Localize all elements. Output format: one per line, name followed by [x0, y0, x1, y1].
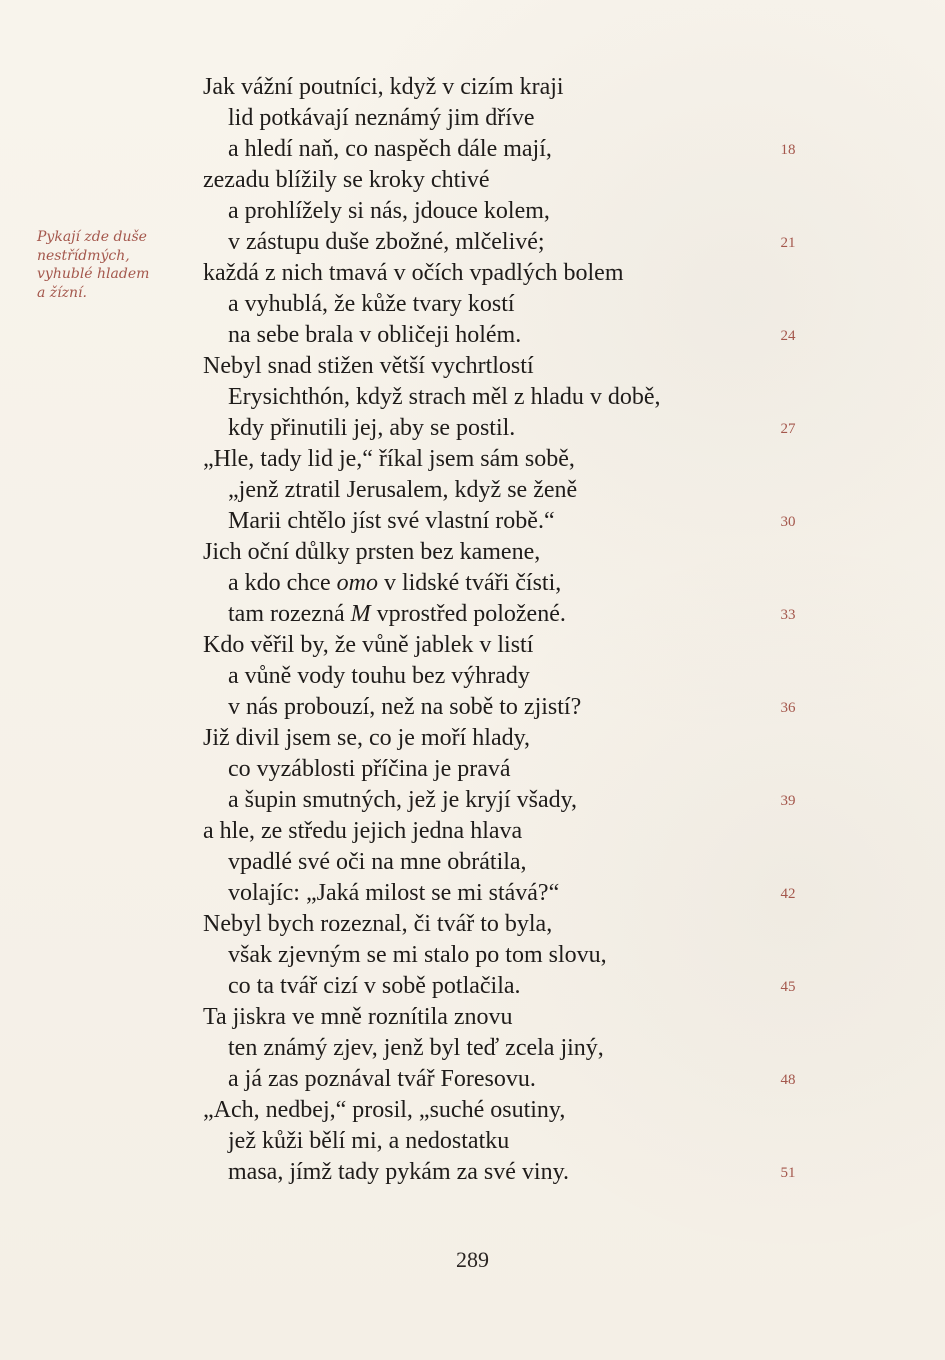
poem-line-text	[228, 413, 515, 444]
page-number: 289	[456, 1247, 489, 1272]
poem-line-part: a prohlížely si nás, jdouce kolem,	[228, 198, 550, 224]
poem-line-text	[228, 754, 511, 785]
poem-line-5	[0, 196, 945, 227]
poem-line-part: v zástupu duše zbožné, mlčelivé;	[228, 229, 545, 255]
poem-line-text	[228, 134, 552, 165]
poem-line-4	[0, 165, 945, 196]
poem-line-text	[228, 196, 550, 227]
poem-line-part: kdy přinutili jej, aby se postil.	[228, 415, 516, 441]
line-number: 21	[780, 235, 796, 251]
poem-line-part: na sebe brala v obličeji holém.	[228, 322, 522, 348]
poem-line-text	[203, 723, 530, 754]
poem-line-part: a hledí naň, co naspěch dále mají,	[228, 136, 552, 162]
poem-line-20	[0, 661, 945, 692]
poem-line-part: a šupin smutných, jež je kryjí všady,	[228, 787, 578, 813]
poem-line-text	[228, 1064, 536, 1095]
poem-line-text	[228, 599, 566, 630]
poem-line-text	[228, 382, 661, 413]
poem-line-14	[0, 475, 945, 506]
poem-line-13	[0, 444, 945, 475]
poem-line-part: ten známý zjev, jenž byl teď zcela jiný,	[228, 1035, 604, 1061]
poem-line-text	[203, 165, 490, 196]
poem-line-29	[0, 940, 945, 971]
poem-line-text	[203, 72, 564, 103]
poem-line-part: lid potkávají neznámý jim dříve	[228, 105, 535, 131]
poem-line-part: co ta tvář cizí v sobě potlačila.	[228, 973, 521, 999]
poem-line-15	[0, 506, 945, 537]
poem-line-part: co vyzáblosti příčina je pravá	[228, 756, 511, 782]
poem-line-text	[228, 785, 577, 816]
line-number: 39	[780, 793, 796, 809]
poem-line-text	[203, 909, 552, 940]
poem-line-18	[0, 599, 945, 630]
poem-line-part: však zjevným se mi stalo po tom slovu,	[228, 942, 607, 968]
poem-line-part: zezadu blížily se kroky chtivé	[203, 167, 490, 193]
poem-line-part: „jenž ztratil Jerusalem, když se ženě	[228, 477, 578, 503]
line-number: 51	[780, 1165, 796, 1181]
poem-line-text	[228, 1126, 509, 1157]
poem-line-part: Erysichthón, když strach měl z hladu v době,	[228, 384, 661, 410]
poem-line-text	[228, 1157, 569, 1188]
poem-line-text	[203, 816, 522, 847]
line-number: 42	[780, 886, 796, 902]
poem-line-19	[0, 630, 945, 661]
poem-line-part: a vyhublá, že kůže tvary kostí	[228, 291, 515, 317]
poem-line-text	[228, 289, 515, 320]
poem-line-text	[228, 1033, 604, 1064]
poem-line-12	[0, 413, 945, 444]
poem-line-part: každá z nich tmavá v očích vpadlých bolem	[203, 260, 624, 286]
poem-line-32	[0, 1033, 945, 1064]
poem-line-21	[0, 692, 945, 723]
poem-line-part: Ta jiskra ve mně roznítila znovu	[203, 1004, 513, 1030]
poem-line-text	[203, 258, 624, 289]
poem-line-23	[0, 754, 945, 785]
margin-note-line-2: nestřídmých,	[37, 247, 130, 264]
poem-line-8	[0, 289, 945, 320]
poem-line-part: jež kůži bělí mi, a nedostatku	[228, 1128, 510, 1154]
poem-line-part: „Hle, tady lid je,“ říkal jsem sám sobě,	[203, 446, 575, 472]
poem-line-text	[203, 1002, 513, 1033]
poem-line-1	[0, 72, 945, 103]
poem-line-34	[0, 1095, 945, 1126]
poem-line-text	[203, 1095, 565, 1126]
poem-line-part: volajíc: „Jaká milost se mi stává?“	[228, 880, 560, 906]
poem-line-16	[0, 537, 945, 568]
poem-line-part: Marii chtělo jíst své vlastní robě.“	[228, 508, 555, 534]
poem-line-part: Již divil jsem se, co je moří hlady,	[203, 725, 531, 751]
poem-line-text	[228, 103, 535, 134]
poem-line-17	[0, 568, 945, 599]
poem-line-italic-part: omo	[336, 570, 378, 596]
poem-line-7	[0, 258, 945, 289]
line-number: 24	[780, 328, 796, 344]
poem-line-part: Nebyl snad stižen větší vychrtlostí	[203, 353, 534, 379]
poem-line-part: „Ach, nedbej,“ prosil, „suché osutiny,	[203, 1097, 566, 1123]
line-number: 33	[780, 607, 796, 623]
poem-line-36	[0, 1157, 945, 1188]
poem-line-part: Kdo věřil by, že vůně jablek v listí	[203, 632, 534, 658]
poem-line-11	[0, 382, 945, 413]
poem-line-9	[0, 320, 945, 351]
poem-line-part: v nás probouzí, než na sobě to zjistí?	[228, 694, 582, 720]
poem-line-28	[0, 909, 945, 940]
poem-line-10	[0, 351, 945, 382]
poem-line-text	[203, 630, 533, 661]
line-number: 18	[780, 142, 796, 158]
poem-line-27	[0, 878, 945, 909]
poem-line-text	[228, 692, 581, 723]
poem-line-text	[203, 537, 540, 568]
poem-line-3	[0, 134, 945, 165]
poem-line-24	[0, 785, 945, 816]
poem-line-6	[0, 227, 945, 258]
poem-line-text	[228, 475, 577, 506]
line-number: 30	[780, 514, 796, 530]
poem-line-part: Nebyl bych rozeznal, či tvář to byla,	[203, 911, 553, 937]
line-number: 48	[780, 1072, 796, 1088]
poem-line-part: vpadlé své oči na mne obrátila,	[228, 849, 527, 875]
poem-line-part: tam rozezná	[228, 601, 351, 627]
poem-line-text	[228, 971, 521, 1002]
poem-line-text	[203, 351, 534, 382]
poem-line-text	[228, 878, 559, 909]
poem-line-text	[228, 847, 527, 878]
line-number: 27	[780, 421, 796, 437]
poem-line-part: a kdo chce	[228, 570, 337, 596]
margin-note-line-1: Pykají zde duše	[37, 229, 147, 245]
poem-line-part: a vůně vody touhu bez výhrady	[228, 663, 530, 689]
poem-line-26	[0, 847, 945, 878]
poem-line-part: v lidské tváři čísti,	[377, 570, 562, 596]
poem-line-text	[228, 940, 607, 971]
poem-line-part: vprostřed položené.	[370, 601, 566, 627]
poem-line-35	[0, 1126, 945, 1157]
poem-line-text	[228, 506, 555, 537]
poem-line-text	[228, 568, 561, 599]
poem-line-part: a hle, ze středu jejich jedna hlava	[203, 818, 523, 844]
poem-line-33	[0, 1064, 945, 1095]
poem-line-text	[228, 320, 521, 351]
poem-line-part: masa, jímž tady pykám za své viny.	[228, 1159, 570, 1185]
poem-line-22	[0, 723, 945, 754]
line-number: 36	[780, 700, 796, 716]
poem-line-text	[228, 227, 545, 258]
poem-line-text	[203, 444, 575, 475]
margin-note-line-3: vyhublé hladem	[37, 266, 150, 282]
poem-line-2	[0, 103, 945, 134]
poem-line-italic-part: M	[350, 601, 371, 627]
poem-line-31	[0, 1002, 945, 1033]
margin-note-line-4: a žízní.	[37, 284, 87, 301]
poem-line-30	[0, 971, 945, 1002]
poem-line-part: a já zas poznával tvář Foresovu.	[228, 1066, 536, 1092]
line-number: 45	[780, 979, 796, 995]
poem-line-25	[0, 816, 945, 847]
poem-line-text	[228, 661, 530, 692]
poem-line-part: Jak vážní poutníci, když v cizím kraji	[203, 74, 564, 100]
poem-line-part: Jich oční důlky prsten bez kamene,	[203, 539, 541, 565]
